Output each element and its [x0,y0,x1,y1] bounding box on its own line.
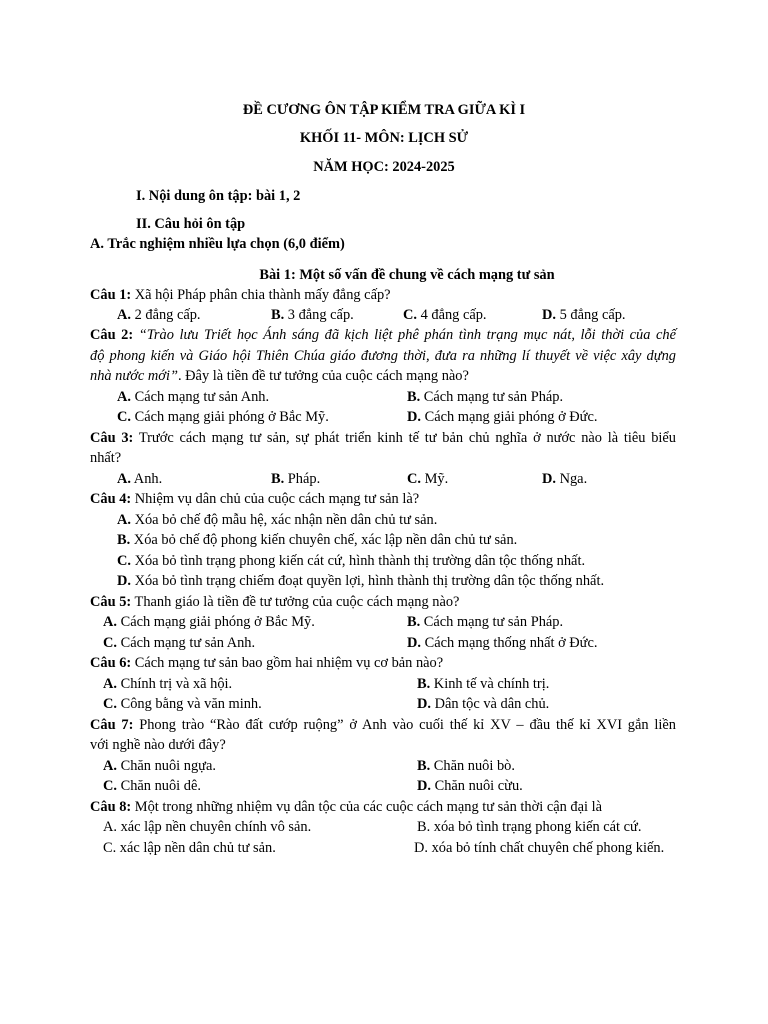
option-a: A. Cách mạng tư sản Anh. [117,389,270,405]
section-content-heading: I. Nội dung ôn tập: bài 1, 2 [136,188,301,204]
option-b: B. Cách mạng tư sản Pháp. [407,614,564,630]
option-d: D. Cách mạng giải phóng ở Đức. [407,409,598,425]
option-d: D. xóa bỏ tính chất chuyên chế phong kiến. [414,840,665,856]
question-4-option-c: C. Xóa bỏ tình trạng phong kiến cát cứ, hình thành thị trường dân tộc thống nhất. [117,553,586,569]
question-4-option-b: B. Xóa bỏ chế độ phong kiến chuyên chế, xác lập nền dân chủ tư sản. [117,532,518,548]
question-number: Câu 7: [90,717,134,733]
school-year: NĂM HỌC: 2024-2025 [313,159,455,175]
option-c: C. Cách mạng tư sản Anh. [103,635,256,651]
option-d: D. Cách mạng thống nhất ở Đức. [407,635,598,651]
option-b: B. Chăn nuôi bò. [417,758,515,774]
question-5: Câu 5: Thanh giáo là tiền đề tư tưởng của cuộc cách mạng nào? [90,594,460,610]
grade-subject: KHỐI 11- MÔN: LỊCH SỬ [299,130,469,146]
option-d: D. 5 đẳng cấp. [542,307,626,323]
option-b: B. 3 đẳng cấp. [271,307,354,323]
part-a-heading: A. Trắc nghiệm nhiều lựa chọn (6,0 điểm) [90,236,345,252]
question-7-line-2: với nghề nào dưới đây? [90,737,226,753]
option-c: C. 4 đẳng cấp. [403,307,487,323]
section-questions-heading: II. Câu hỏi ôn tập [136,216,246,232]
question-number: Câu 4: [90,491,132,507]
option-a: A. Anh. [117,471,163,487]
question-number: Câu 8: [90,799,132,815]
lesson-heading: Bài 1: Một số vấn đề chung về cách mạng tư sản [259,267,555,283]
option-a: A. 2 đẳng cấp. [117,307,201,323]
question-6: Câu 6: Cách mạng tư sản bao gồm hai nhiệm vụ cơ bản nào? [90,655,444,671]
option-b: B. xóa bỏ tình trạng phong kiến cát cứ. [417,819,642,835]
question-1 [90,286,391,304]
question-8: Câu 8: Một trong những nhiệm vụ dân tộc của các cuộc cách mạng tư sản thời cận đại là [90,799,602,815]
option-c: C. Chăn nuôi dê. [103,778,201,794]
question-2-line-1: Câu 2: “Trào lưu Triết học Ánh sáng đã kịch liệt phê phán tình trạng mục nát, lỗi thời của chế [90,327,676,343]
option-a: A. Cách mạng giải phóng ở Bắc Mỹ. [103,614,315,630]
question-number: Câu 2: [90,327,134,343]
option-d: D. Dân tộc và dân chủ. [417,696,550,712]
option-a: A. Chính trị và xã hội. [103,676,233,692]
option-b: B. Kinh tế và chính trị. [417,676,550,692]
question-3-line-1: Câu 3: Trước cách mạng tư sản, sự phát triển kinh tế tư bản chủ nghĩa ở nước nào là tiêu biểu [90,430,676,446]
option-c: C. Cách mạng giải phóng ở Bắc Mỹ. [117,409,329,425]
question-number: Câu 6: [90,655,132,671]
question-3-line-2: nhất? [90,450,122,466]
question-2-line-2: độ phong kiến và Giáo hội Thiên Chúa giáo đương thời, đưa ra những lí thuyết về việc xây dựng [90,348,676,364]
question-number: Câu 5: [90,594,132,610]
option-c: C. Mỹ. [407,471,449,487]
question-number: Câu 3: [90,430,134,446]
option-b: B. Cách mạng tư sản Pháp. [407,389,564,405]
question-4-option-a: A. Xóa bỏ chế độ mẫu hệ, xác nhận nền dân chủ tư sản. [117,512,438,528]
option-d: D. Chăn nuôi cừu. [417,778,523,794]
question-number: Câu 1: [90,287,132,303]
question-4-option-d: D. Xóa bỏ tình trạng chiếm đoạt quyền lợi, hình thành thị trường dân tộc thống nhất. [117,573,605,589]
question-4: Câu 4: Nhiệm vụ dân chủ của cuộc cách mạng tư sản là? [90,491,420,507]
option-c: C. xác lập nền dân chủ tư sản. [103,840,276,856]
question-text: Xã hội Pháp phân chia thành mấy đẳng cấp? [131,287,391,303]
option-b: B. Pháp. [271,471,321,487]
option-a: A. Chăn nuôi ngựa. [103,758,216,774]
option-a: A. xác lập nền chuyên chính vô sản. [103,819,312,835]
option-c: C. Công bằng và văn minh. [103,696,262,712]
document-title: ĐỀ CƯƠNG ÔN TẬP KIỂM TRA GIỮA KÌ I [242,102,526,118]
question-7-line-1: Câu 7: Phong trào “Rào đất cướp ruộng” ở Anh vào cuối thế kỉ XV – đầu thế kỉ XVI gắn liền [90,717,676,733]
question-2-line-3: nhà nước mới”. Đây là tiền đề tư tưởng của cuộc cách mạng nào? [90,368,469,384]
option-d: D. Nga. [542,471,588,487]
